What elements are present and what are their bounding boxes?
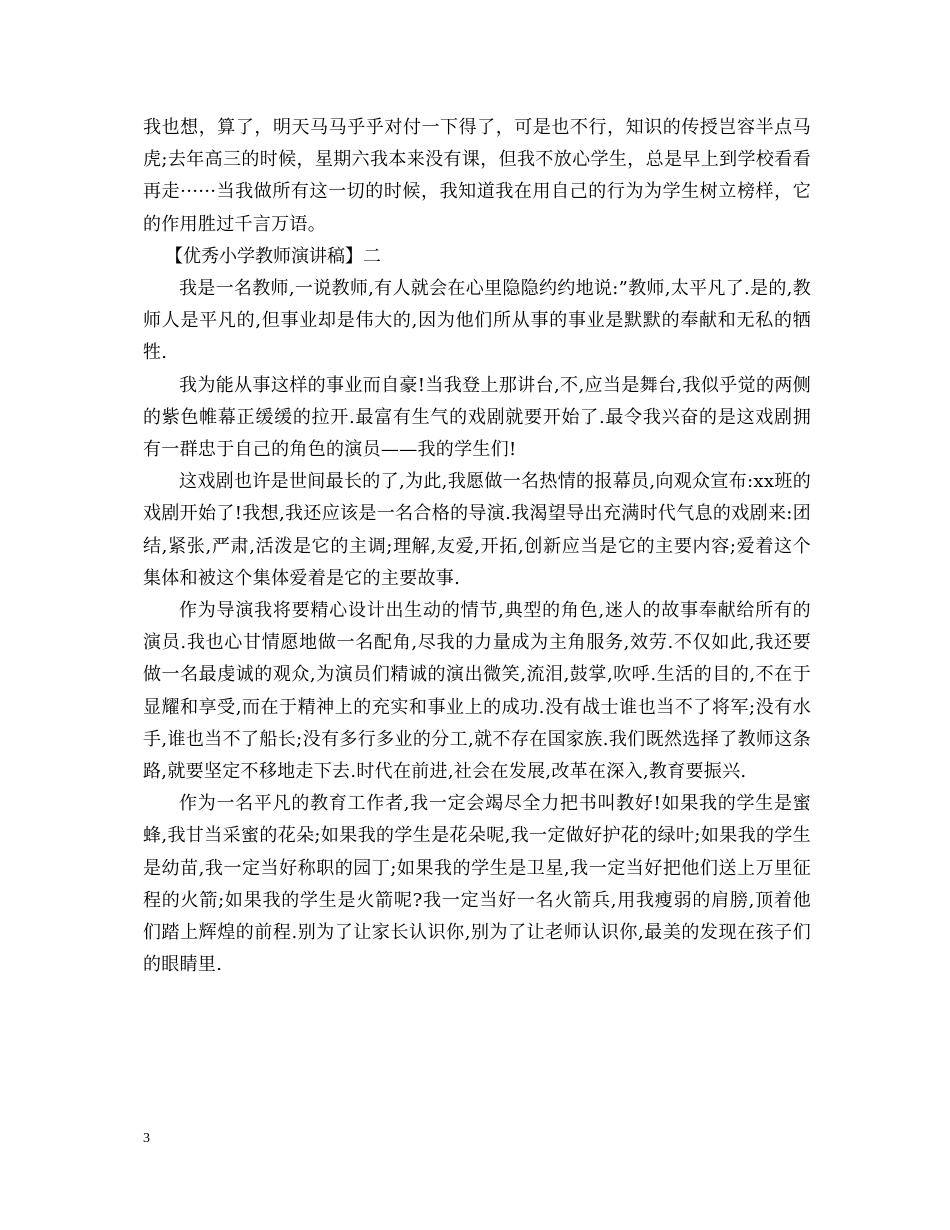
document-body [143, 112, 811, 981]
paragraph-continuation: 我也想，算了，明天马马乎乎对付一下得了，可是也不行，知识的传授岂容半点马虎;去年高三的时候，星期六我本来没有课，但我不放心学生，总是早上到学校看看再走······当我做所有这一切的时候，我知道我在用自己的行为为学生树立榜样，它的作用胜过千言万语。 [143, 117, 811, 235]
section-heading: 【优秀小学教师演讲稿】二 [165, 245, 381, 267]
page-number: 3 [143, 1131, 150, 1146]
paragraph: 我是一名教师,一说教师,有人就会在心里隐隐约约地说:”教师,太平凡了.是的,教师人是平凡的,但事业却是伟大的,因为他们所从事的事业是默默的奉献和无私的牺牲. [143, 278, 811, 364]
paragraph: 作为一名平凡的教育工作者,我一定会竭尽全力把书叫教好!如果我的学生是蜜蜂,我甘当采蜜的花朵;如果我的学生是花朵呢,我一定做好护花的绿叶;如果我的学生是幼苗,我一定当好称职的园丁;如果我的学生是卫星,我一定当好把他们送上万里征程的火箭;如果我的学生是火箭呢?我一定当好一名火箭兵,用我瘦弱的肩膀,顶着他们踏上辉煌的前程.别为了让家长认识你,别为了让老师认识你,最美的发现在孩子们的眼睛里. [143, 793, 811, 976]
paragraph: 作为导演我将要精心设计出生动的情节,典型的角色,迷人的故事奉献给所有的演员.我也心甘情愿地做一名配角,尽我的力量成为主角服务,效劳.不仅如此,我还要做一名最虔诚的观众,为演员们精诚的演出微笑,流泪,鼓掌,吹呼.生活的目的,不在于显耀和享受,而在于精神上的充实和事业上的成功.没有战士谁也当不了将军;没有水手,谁也当不了船长;没有多行多业的分工,就不存在国家族.我们既然选择了教师这条路,就要坚定不移地走下去.时代在前进,社会在发展,改革在深入,教育要振兴. [143, 600, 811, 783]
paragraph: 这戏剧也许是世间最长的了,为此,我愿做一名热情的报幕员,向观众宣布:xx班的戏剧开始了!我想,我还应该是一名合格的导演.我渴望导出充满时代气息的戏剧来:团结,紧张,严肃,活泼是它的主调;理解,友爱,开拓,创新应当是它的主要内容;爱着这个集体和被这个集体爱着是它的主要故事. [143, 471, 811, 589]
paragraph: 我为能从事这样的事业而自豪!当我登上那讲台,不,应当是舞台,我似乎觉的两侧的紫色帷幕正缓缓的拉开.最富有生气的戏剧就要开始了.最令我兴奋的是这戏剧拥有一群忠于自己的角色的演员——我的学生们! [143, 374, 811, 461]
